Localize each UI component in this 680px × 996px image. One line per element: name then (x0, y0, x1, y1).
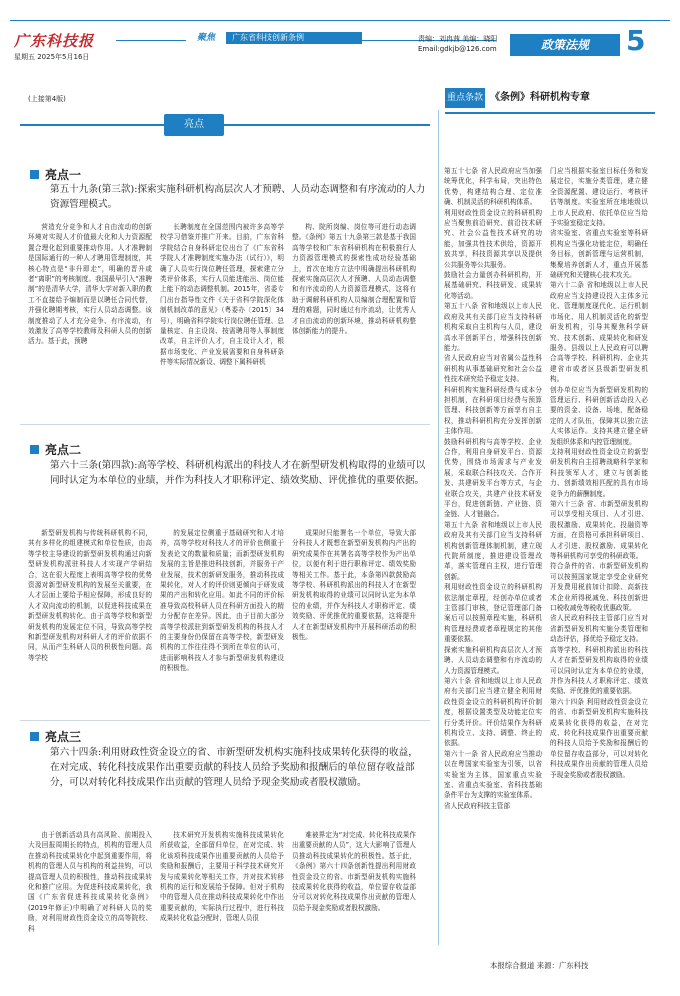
editor-email: Email:gdkjb@126.com (418, 45, 497, 53)
highlight-3-title (30, 728, 81, 745)
highlight-1-subtitle: 第五十九条(第三款):探索实施科研机构高层次人才预聘、人员动态调整和有序流动的人力资源管理模式。 (50, 184, 426, 210)
issue-date: 星期五 2025年5月16日 (14, 53, 90, 61)
highlight-1-column-1 (28, 222, 152, 400)
highlight-2-subtitle: 第六十三条(第四款):高等学校、科研机构派出的科技人才在新型研发机构取得的业绩可以同时认定为本单位的业绩，并作为科技人才职称评定、绩效奖励、评优推优的重要依据。 (50, 460, 426, 486)
highlight-3-column-1 (28, 830, 152, 945)
right-section-title: 《条例》科研机构专章 (490, 92, 590, 103)
body-paragraph: 构、院所岗编、岗位等可进行动态调整。《条例》第五十九条第三款是基于我国高等学校和广东省科研机构在积极推行人力资源管理模式的探索性成功经验基础上，首次在地方立法中明确提出科研机构探索实施高层次人才预聘、人员动态调整和有序流动的人力资源管理模式，这将有助于调解科研机构人员编制合理配置和管理的难题，同时通过有序流动，让优秀人才自由流动的创新环境，推动科研机构整体创新能力的提升。 (292, 223, 416, 336)
square-bullet-icon (30, 732, 39, 741)
section-divider (20, 424, 430, 425)
body-paragraph: 营造充分竞争和人才自由流动的创新环境对实现人才价值最大化和人力资源配置合理化起到重要推动作用。人才准聘制是国际通行的一种人才聘用管理制度，其核心特点是“非升即走”，明确的晋升或者“离职”的考核制度。我国最早引入“准聘制”的是清华大学，清华大学对新入职的教工不直接给予编制而是以聘任合同代替，并强化聘期考核，实行人员动态调整。该制度推动了人才充分竞争、有序流动，有效激发了高等学校教师及科研人员的创新活力。基于此，预聘 (28, 223, 152, 346)
highlight-3-column-2 (160, 830, 284, 945)
highlight-title-text: 亮点三 (45, 730, 82, 744)
column-divider (438, 110, 439, 945)
square-bullet-icon (30, 445, 39, 454)
highlight-3-subtitle: 第六十四条:利用财政性资金设立的省、市新型研发机构实施科技成果转化获得的收益，在对完成、转化科技成果作出重要贡献的科技人员给予奖励和报酬后的单位留存收益部分，可以对转化科技成果作出贡献的管理人员给予现金奖励或者股权激励。 (50, 747, 418, 788)
left-section-band (20, 124, 430, 126)
body-paragraph: 由于创新活动具有高风险、前期投入大及回报周期长的特点，机构的管理人员在推动科技成果转化中起到重要作用，将机构的管理人员与机构的利益挂钩，可以提高管理人员的积极性，推动科技成果转化和推广应用。为促进科技成果转化，我国《广东省促进科技成果转化条例》(2019年修正)中明确了对科研人员的奖励，对利用财政性资金设立的高等院校、科 (28, 831, 152, 933)
page-number: 5 (626, 24, 646, 57)
highlight-2-title (30, 441, 81, 458)
body-paragraph: 成果时只能署名一个单位，导致大部分科技人才既想在新型研发机构内产出的研究成果作在其署名高等学校作为产出单位，以便有利于进行职称评定、绩效奖励等相关工作。基于此，本条第四款鼓励高等学校、科研机构派出的科技人才在新型研发机构取得的业绩可以同时认定为本单位的业绩，并作为科技人才职称评定、绩效奖励、评优推优的重要依据，这将提升人才在新型研发机构中开展科研活动的积极性。 (292, 529, 416, 642)
section-label: 广东省科技创新条例 (226, 32, 362, 44)
right-section-tab: 重点条款 (445, 88, 485, 108)
footer-source: 本报综合报道 来源：广东科技 (490, 961, 589, 970)
highlight-1-title (30, 166, 81, 183)
body-paragraph: 新型研发机构与传统科研机构不同，其有多样化的组建模式和单位性质，由高等学校主导建设的新型研发机构通过向新型研发机构派驻科技人才实现产学研结合，这在很大程度上表明高等学校的优势资源对新型研发机构的发展至关重要，在人才层面上要给予相应保障，形成良好的人才双向流动的机制，以促进科技成果在新型研发机构转化。由于高等学校和新型研发机构的发展定位不同，导致高等学校和新型研发机构对科研人才的评价依据不同，从而产生科研人员的积极性问题。高等学校 (28, 529, 152, 662)
body-paragraph: 长聘制度在全国范围内被许多高等学校学习借鉴并推广开来。目前，广东省科学院结合自身科研定位出台了《广东省科学院人才准聘制度实施办法（试行）》，明确了人员实行岗位聘任管理，探索建立分类评价体系，实行人员能进能出、岗位能上能下的动态调整机制。2015年，省委专门出台指导性文件《关于省科学院深化体制机制改革的意见》（粤委办〔2015〕34号），明确省科学院实行岗位聘任管理、总量核定、自主设岗、按需聘用等人事制度改革，自主评价人才，自主设计人才，根据市场变化、产业发展需要和自身科研条件等实际情况新设、调整下属科研机 (160, 223, 284, 367)
highlight-title-text: 亮点一 (45, 168, 82, 182)
masthead: 广东科技报 (14, 32, 95, 50)
body-paragraph: 的发展定位侧重于基础研究和人才培养，高等学校对科技人才的评价也侧重于发表论文的数量和质量；而新型研发机构发展的主旨是推进科技创新，并服务于产业发展，技术创新研发服务，推动科技成果转化，对人才的评价则更倾向于研发成果的产出和转化应用。如此不同的评价标准导致高校科研人员在科研方面投入的精力分配存在差异。因此，由于目前大部分高等学校派驻到新型研发机构的科技人才的主要身份仍保留在高等学校，新型研发机构的工作往往得不到所在单位的认可，进而影响科技人才参与新型研发机构建设的积极性。 (160, 529, 284, 673)
column-name: 政策法规 (510, 34, 620, 56)
left-section-tab: 亮点 (164, 114, 224, 136)
editors-info (418, 34, 497, 54)
highlight-2-column-2 (160, 528, 284, 710)
highlight-2-column-1 (28, 528, 152, 710)
body-paragraph: 技术研究开发机构实施科技成果转化所获收益，全部留归单位，在对完成、转化该项科技成果作出重要贡献的人员给予奖励和报酬后，主要用于科学技术研究开发与成果转化等相关工作，并对技术转移机构的运行和发展给予保障。但对于机构中的管理人员在推动科技成果转化中作出重要贡献的，实际执行过程中，进行科技成果转化收益分配时，管理人员很 (160, 831, 284, 923)
body-paragraph: 难被界定为“对完成、转化科技成果作出重要贡献的人员”，这大大影响了管理人员推动科技成果转化的积极性。基于此，《条例》第六十四条创新性提出利用财政性资金设立的省、市新型研发机构实施科技成果转化获得的收益，单位留存收益部分可以对转化科技成果作出贡献的管理人员给予现金奖励或者股权激励。 (292, 831, 416, 912)
highlight-3-column-3 (292, 830, 416, 945)
clause-column-2 (550, 166, 648, 946)
clause-column-1 (444, 166, 542, 946)
clause-text: 门应当根据实验室目标任务和发展定位，实施分类管理，建立健全资源配置、建设运行、考核评估等制度。实验室所在地地级以上市人民政府、依托单位应当给予实验室稳定支持。 省实验室、省重点实验室等科研机构应当强化功能定位，明确任务目标，创新管理与运营机制，集聚培养创新人才，重点开展基础研究和关键核心技术攻关。 第六十二条 省和地级以上市人民政府应当支持建设投入主体多元化、管理制度现代化、运行机制市场化、用人机制灵活化的新型研发机构，引导其聚焦科学研究、技术创新、成果转化和研发服务。县级以上人民政府可以聘合高等学校、科研机构、企业共建省市或者区县级新型研发机构。 创办单位应当为新型研发机构的管理运行、科研创新活动投入必要的资金、设备、场地，配备稳定的人才队伍，保障其以独立法人实体运作。支持其建立健全研发组织体系和内控管理制度。 支持利用财政性资金设立的新型研发机构自主招聘战略科学家和科技领军人才，建立与创新能力、创新绩效相匹配的具有市场竞争力的薪酬制度。 第六十三条 省、市新型研发机构可以享受相关项目、人才引进、股权激励、成果转化、投融资等方面，在资格可承担科研项目、人才引进、股权激励、成果转化等科研机构可享受的科研政策。 符合条件的省、市新型研发机构可以按照国家规定享受企业研究开发费用税前加计扣除、高新技术企业所得税减免、科技创新进口税收减免等税收优惠政策。 省人民政府科技主管部门应当对省新型研发机构实施分类管理和动态评估，择优给予稳定支持。 高等学校、科研机构派出的科技人才在新型研发机构取得的业绩可以同时认定为本单位的业绩，并作为科技人才职称评定、绩效奖励、评优推优的重要依据。 第六十四条 利用财政性资金设立的省、市新型研发机构实施科技成果转化获得的收益，在对完成、转化科技成果作出重要贡献的科技人员给予奖励和报酬后的单位留存收益部分，可以对转化科技成果作出贡献的管理人员给予现金奖励或者股权激励。 (550, 167, 648, 779)
editors-line: 责编：刘冉茜 美编：晓阳 (418, 35, 498, 43)
square-bullet-icon (30, 170, 39, 179)
highlight-2-column-3 (292, 528, 416, 710)
clause-text: 第五十七条 省人民政府应当加强统筹优化，科学布局，突出特色优势，构建结构合理、定位准确、机制灵活的科研机构体系。 利用财政性资金设立的科研机构应当聚焦前沿研究、前沿技术研究、社会公益性技术研究的功能，加强共性技术供给，资源开放共享，科技资源共享以及提供公共服务等公共服务。 鼓励社会力量创办科研机构，开展基础研究、科技研发、成果转化等活动。 第五十八条 省和地级以上市人民政府及其有关部门应当支持科研机构采取自主机构与人员，建设高水平创新平台，增强科技创新能力。 省人民政府应当对省属公益性科研机构从事基础研究和社会公益性技术研究给予稳定支持。 科研机构实施科研经费与成本分担机制，在科研项目经费与预算管理、科技创新等方面享有自主权，推动科研机构充分发挥创新主体作用。 鼓励科研机构与高等学校、企业合作，利用自身研发平台、资源优势，围绕市场需求与产业发展，采取联合科技攻关、合作开发、共建研发平台等方式，与企业联合攻关，共建产业技术研发平台，促进创新链、产业链、资金链、人才链融合。 第五十九条 省和地级以上市人民政府及其有关部门应当支持科研机构创新管理体制机制，建立现代院所制度，推进建设管理改革，落实管理自主权，进行管理创新。 利用财政性资金设立的科研机构依法制定章程，经创办单位或者主管部门审核，登记管理部门备案后可以按照章程实施，科研机构管理经费或者章程规定的其他重要依据。 探索实施科研机构高层次人才预聘、人员动态调整和有序流动的人力资源管理模式。 第六十条 省和地级以上市人民政府有关部门应当建立健全利用财政性资金设立的科研机构评价制度，根据设置类型及功能定位实行分类评价。评价结果作为科研机构设立、支持、调整、终止的依据。 第六十一条 省人民政府应当推动以在粤国家实验室为引领，以省实验室为主体，国家重点实验室、省重点实验室、省科技基础条件平台为支撑的实验室体系。 省人民政府科技主管部 (444, 167, 542, 810)
continued-note: (上接第4版) (28, 95, 66, 103)
highlight-1-column-3 (292, 222, 416, 400)
highlight-1-column-2 (160, 222, 284, 400)
section-badge: 聚焦 (186, 32, 226, 44)
right-section-band (445, 112, 655, 114)
highlight-title-text: 亮点二 (45, 443, 82, 457)
section-divider (20, 720, 430, 721)
